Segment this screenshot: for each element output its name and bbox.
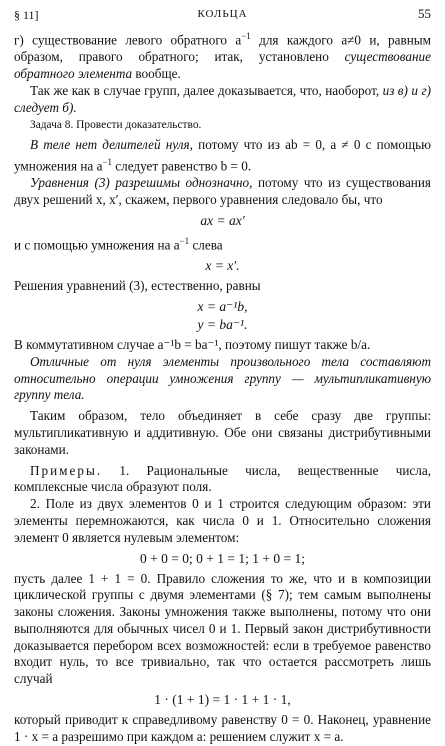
paragraph-converse: Так же как в случае групп, далее доказывается, что, наоборот, из в) и г) следует б). xyxy=(14,82,431,115)
paragraph-left-multiply: и с помощью умножения на $a^{-1}$ слева xyxy=(14,235,223,253)
paragraph-commutative: В коммутативном случае a⁻¹b = ba⁻¹, поэтому пишут также b/a. xyxy=(14,336,371,352)
paragraph-two-groups: Таким образом, тело объединяет в себе сразу две группы: мультипликативную и аддитивную. Обе они связаны дистрибутивными законами. xyxy=(14,408,431,457)
page-number: 55 xyxy=(418,6,431,21)
running-header xyxy=(14,6,431,28)
equation-x: x = x′. xyxy=(205,258,240,274)
paragraph-solutions: Решения уравнений (3), естественно, равны xyxy=(14,278,261,294)
equation-ax: ax = ax′ xyxy=(200,212,245,228)
equation-distributivity: 1 · (1 + 1) = 1 · 1 + 1 · 1, xyxy=(154,692,291,708)
section-marker: § 11] xyxy=(14,8,39,22)
chapter-title: КОЛЬЦА xyxy=(197,8,248,20)
paragraph-examples: Примеры. 1. Рациональные числа, вещественные числа, комплексные числа образуют поля. xyxy=(14,462,431,495)
paragraph-conclusion: который приводит к справедливому равенству 0 = 0. Наконец, уравнение 1 · x = a разрешимо при каждом a: решением служит x = a. xyxy=(14,712,431,744)
paragraph-multiplicative-group: Отличные от нуля элементы произвольного тела составляют относительно операции умножения группу — мультипликативную группу тела. xyxy=(14,353,431,403)
paragraph-two-element-field: 2. Поле из двух элементов 0 и 1 строится следующим образом: эти элементы перемножаются, как числа 0 и 1. Относительно сложения элемент 0 является нулевым элементом: xyxy=(14,496,431,545)
equation-x-solution: x = a⁻¹b, xyxy=(197,298,248,314)
paragraph-unique-solutions: Уравнения (3) разрешимы однозначно, потому что из существования двух решений x, x′, скажем, первого уравнения следовало бы, что xyxy=(14,175,431,208)
paragraph-no-zero-divisors: В теле нет делителей нуля, потому что из ab = 0, a ≠ 0 с помощью умножения на $a^{-1}$ следует равенство b = 0. xyxy=(14,137,431,174)
task-8: Задача 8. Провести доказательство. xyxy=(30,119,202,132)
paragraph-addition-rule: пусть далее 1 + 1 = 0. Правило сложения то же, что и в композиции циклической группы с двумя элементами (§ 7); тем самым выполнены законы сложения. Законы умножения также выполнены, потому что они выполняются для обычных чисел 0 и 1. Первый закон дистрибутивности доказывается перебором всех возможностей: если в требуемое равенство входит нуль, то все тривиально, так что остается рассмотреть лишь случай xyxy=(14,570,431,687)
equation-addition: 0 + 0 = 0; 0 + 1 = 1; 1 + 0 = 1; xyxy=(140,550,305,566)
paragraph-inverse-existence: г) существование левого обратного $a^{-1}$ для каждого a≠0 и, равным образом, правого обратного; итак, установлено существование обратного элемента вообще. xyxy=(14,31,431,81)
equation-y-solution: y = ba⁻¹. xyxy=(197,316,248,332)
